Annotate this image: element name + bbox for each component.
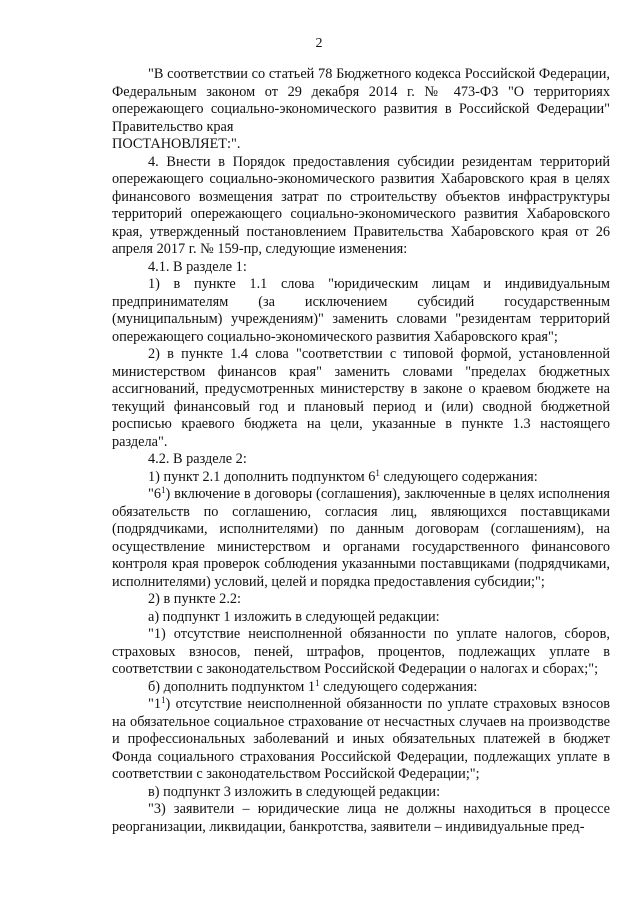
paragraph — [112, 346, 610, 451]
paragraph-text: 4.1. В разделе 1: — [148, 258, 247, 275]
paragraph-text: "6 — [148, 486, 161, 502]
paragraph — [112, 276, 610, 346]
paragraph — [112, 784, 610, 802]
paragraph-text-continued: следующего содержания: — [379, 468, 538, 485]
page-number: 2 — [315, 36, 323, 51]
paragraph — [112, 486, 610, 591]
paragraph-text: 2) в пункте 1.4 слова "соответствии с типовой формой, установленной министерством финансов края" заменить словами "пределах бюджетных ассигнований, предусмотренных министерству в законе о краевом бюджете на текущий финансовый год и плановый период и (или) сводной бюджетной росписью краевого бюджета на цели, указанные в пункте 1.3 настоящего раздела". — [112, 346, 610, 450]
paragraph — [112, 66, 610, 136]
paragraph — [112, 801, 610, 836]
superscript: 1 — [315, 677, 320, 688]
document-body — [112, 66, 610, 836]
paragraph — [112, 154, 610, 259]
paragraph — [112, 469, 610, 487]
superscript: 1 — [161, 485, 166, 495]
superscript: 1 — [375, 467, 380, 478]
paragraph-text: "В соответствии со статьей 78 Бюджетного кодекса Российской Федерации, Федеральным законом от 29 декабря 2014 г. № 473-ФЗ "О территориях опережающего социально-экономического развития в Российской Федерации" Правительство края — [112, 66, 610, 135]
paragraph — [112, 609, 610, 627]
paragraph-text: а) подпункт 1 изложить в следующей редакции: — [148, 608, 440, 625]
superscript: 1 — [161, 695, 166, 705]
paragraph-text: 1) пункт 2.1 дополнить подпунктом 6 — [148, 468, 376, 485]
paragraph-text-continued: ) отсутствие неисполненной обязанности по уплате страховых взносов на обязательное социальное страхование от несчастных случаев на производстве и профессиональных заболеваний и иных обязательных платежей в бюджет Фонда социального страхования Российской Федерации, подлежащих уплате в соответствии с законодательством Российской Федерации;"; — [112, 696, 610, 782]
paragraph — [112, 259, 610, 277]
paragraph — [112, 696, 610, 784]
paragraph-text: б) дополнить подпунктом 1 — [148, 678, 315, 695]
paragraph-text-continued: следующего содержания: — [319, 678, 478, 695]
paragraph — [112, 591, 610, 609]
paragraph — [112, 451, 610, 469]
paragraph-text: в) подпункт 3 изложить в следующей редакции: — [148, 783, 441, 800]
paragraph — [112, 679, 610, 697]
paragraph-text: 4.2. В разделе 2: — [148, 451, 247, 467]
paragraph-text: 1) в пункте 1.1 слова "юридическим лицам и индивидуальным предпринимателям (за исключением субсидий государственным (муниципальным) учреждениям)" заменить словами "резидентам территорий опережающего социально-экономического развития Хабаровского края"; — [112, 276, 610, 345]
paragraph-text-continued: ) включение в договоры (соглашения), заключенные в целях исполнения обязательств по соглашению, согласия лиц, являющихся поставщиками (подрядчиками, исполнителями) по данным договорам (соглашениям), на осуществление министерством и органами государственного финансового контроля края проверок соблюдения указанными поставщиками (подрядчиками, исполнителями) условий, целей и порядка предоставления субсидии;"; — [112, 486, 610, 590]
paragraph — [112, 626, 610, 679]
paragraph-text: 4. Внести в Порядок предоставления субсидии резидентам территорий опережающего социально-экономического развития Хабаровского края в целях финансового возмещения затрат по строительству объектов инфраструктуры территорий опережающего социально-экономического развития Хабаровского края, утвержденный постановлением Правительства Хабаровского края от 26 апреля 2017 г. № 159-пр, следующие изменения: — [112, 153, 610, 257]
paragraph-text: "1) отсутствие неисполненной обязанности по уплате налогов, сборов, страховых взносов, пеней, штрафов, процентов, подлежащих уплате в соответствии с законодательством Российской Федерации о налогах и сборах;"; — [112, 626, 610, 677]
paragraph-text: 2) в пункте 2.2: — [148, 591, 242, 607]
paragraph-text: "1 — [148, 696, 161, 712]
paragraph-text: "3) заявители – юридические лица не должны находиться в процессе реорганизации, ликвидации, банкротства, заявители – индивидуальные пред- — [112, 801, 610, 835]
paragraph-text: ПОСТАНОВЛЯЕТ:". — [112, 136, 241, 152]
paragraph — [112, 136, 610, 154]
